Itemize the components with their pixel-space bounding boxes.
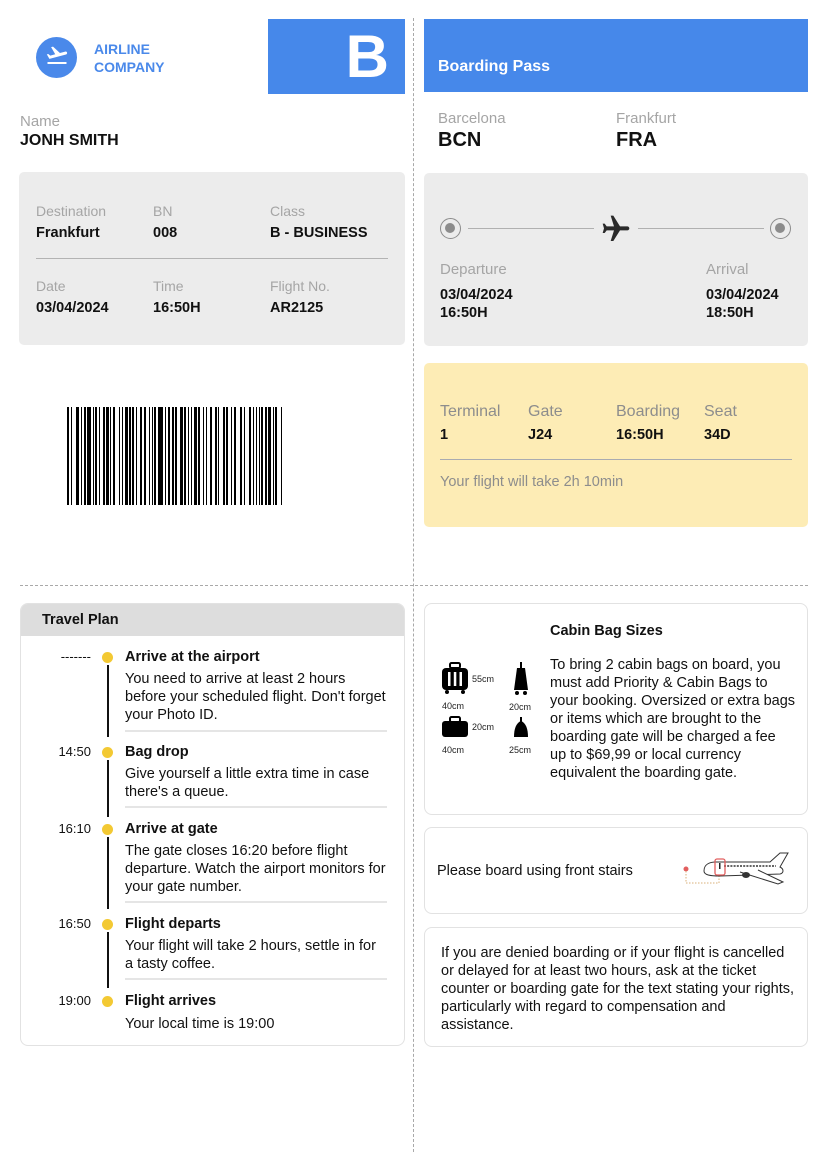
handbag-depth: 25cm [509,745,532,755]
terminal-value: 1 [440,427,449,443]
airline-name-line1: AIRLINE [94,41,150,57]
timeline-description: Your flight will take 2 hours, settle in for a tasty coffee. [125,938,376,972]
timeline-connector [107,665,109,737]
front-stairs-text: Please board using front stairs [437,863,633,879]
arrival-date: 03/04/2024 [706,287,779,303]
trolley-side-icon [513,662,529,701]
boarding-pass-title: Boarding Pass [424,19,808,92]
boarding-label: Boarding [616,403,681,420]
airplane-icon [600,213,632,250]
timeline-time: ------- [60,649,91,664]
departure-label: Departure [440,261,507,278]
timeline-dot-icon [102,919,113,930]
departure-date: 03/04/2024 [440,287,513,303]
timeline-time: 16:10 [58,821,91,836]
airplane-takeoff-icon [45,43,69,72]
timeline-connector [107,932,109,988]
arrival-time: 18:50H [706,305,754,321]
timeline-dot-icon [102,747,113,758]
timeline-connector [107,760,109,817]
ticket-info-card [19,172,405,345]
origin-city: Barcelona [438,110,506,127]
info-divider [36,258,388,259]
timeline-description: The gate closes 16:20 before flight departure. Watch the airport monitors for your gate number. [125,843,386,895]
airplane-stairs-icon [680,851,795,898]
origin-code: BCN [438,129,482,151]
class-letter-badge: B [268,19,405,94]
cabin-bag-text: To bring 2 cabin bags on board, you must add Priority & Cabin Bags to your booking. Oversized or extra bags or items which are brought to the boarding gate will be charged a fee up to $69,99 or local currency equivalent the boarding gate. [550,657,796,781]
terminal-label: Terminal [440,403,501,420]
destination-value: Frankfurt [36,225,100,241]
trolley-depth: 20cm [509,702,532,712]
airline-name-line2: COMPANY [94,59,165,75]
arrival-node-icon [770,218,791,239]
bn-label: BN [153,203,173,219]
airline-logo [36,37,77,78]
handbag-width: 40cm [442,745,465,755]
timeline-separator [125,730,387,732]
seat-label: Seat [704,403,737,420]
timeline-time: 16:50 [58,916,91,931]
gate-value: J24 [528,427,553,443]
timeline-title: Arrive at gate [125,821,218,837]
handbag-height: 20cm [472,722,495,732]
timeline-description: Give yourself a little extra time in case there's a queue. [125,766,370,800]
name-label: Name [20,113,61,130]
handbag-icon [441,716,469,743]
route-line-right [638,228,764,229]
gate-label: Gate [528,403,563,420]
travel-plan-title: Travel Plan [21,604,404,636]
timeline-separator [125,901,387,903]
destination-label: Destination [36,203,107,219]
flight-no-value: AR2125 [270,300,324,316]
timeline-dot-icon [102,996,113,1007]
boarding-info-card [424,363,808,527]
arrival-label: Arrival [706,261,749,278]
flight-no-label: Flight No. [270,278,330,294]
bn-value: 008 [153,225,178,241]
tear-line-horizontal [20,585,808,586]
timeline-description: You need to arrive at least 2 hours before your scheduled flight. Don't forget your Photo ID. [125,671,386,723]
timeline-separator [125,806,387,808]
timeline-dot-icon [102,824,113,835]
airline-name [94,40,165,76]
timeline-connector [107,837,109,909]
timeline-description: Your local time is 19:00 [125,1016,275,1032]
route-line-left [468,228,594,229]
travel-plan-card [20,603,405,1046]
boarding-value: 16:50H [616,427,664,443]
departure-node-icon [440,218,461,239]
departure-time: 16:50H [440,305,488,321]
class-label: Class [270,203,306,219]
boarding-divider [440,459,792,460]
timeline-time: 14:50 [58,744,91,759]
passenger-rights-card [424,927,808,1047]
time-label: Time [153,278,184,294]
cabin-bag-card [424,603,808,815]
barcode [67,407,354,505]
passenger-name: JONH SMITH [20,132,119,149]
time-value: 16:50H [153,300,201,316]
destination-city: Frankfurt [616,110,677,127]
date-label: Date [36,278,66,294]
timeline-time: 19:00 [58,993,91,1008]
timeline-dot-icon [102,652,113,663]
date-value: 03/04/2024 [36,300,109,316]
front-stairs-card [424,827,808,914]
trolley-bag-icon [441,662,469,699]
timeline-title: Flight departs [125,916,221,932]
route-card [424,173,808,346]
seat-value: 34D [704,427,731,443]
destination-code: FRA [616,129,658,151]
class-value: B - BUSINESS [270,225,368,241]
passenger-rights-text: If you are denied boarding or if your flight is cancelled or delayed for at least two hours, ask at the ticket counter or boarding gate for the text stating your rights, particularly with regard to compensation and assistance. [441,945,795,1033]
timeline-title: Flight arrives [125,993,217,1009]
timeline-title: Arrive at the airport [125,649,260,665]
handbag-side-icon [513,717,529,744]
cabin-bag-title: Cabin Bag Sizes [550,623,663,639]
barcode-bar [282,407,284,505]
timeline-separator [125,978,387,980]
timeline-title: Bag drop [125,744,189,760]
trolley-height: 55cm [472,674,495,684]
trolley-width: 40cm [442,701,465,711]
flight-duration-note: Your flight will take 2h 10min [440,474,624,490]
